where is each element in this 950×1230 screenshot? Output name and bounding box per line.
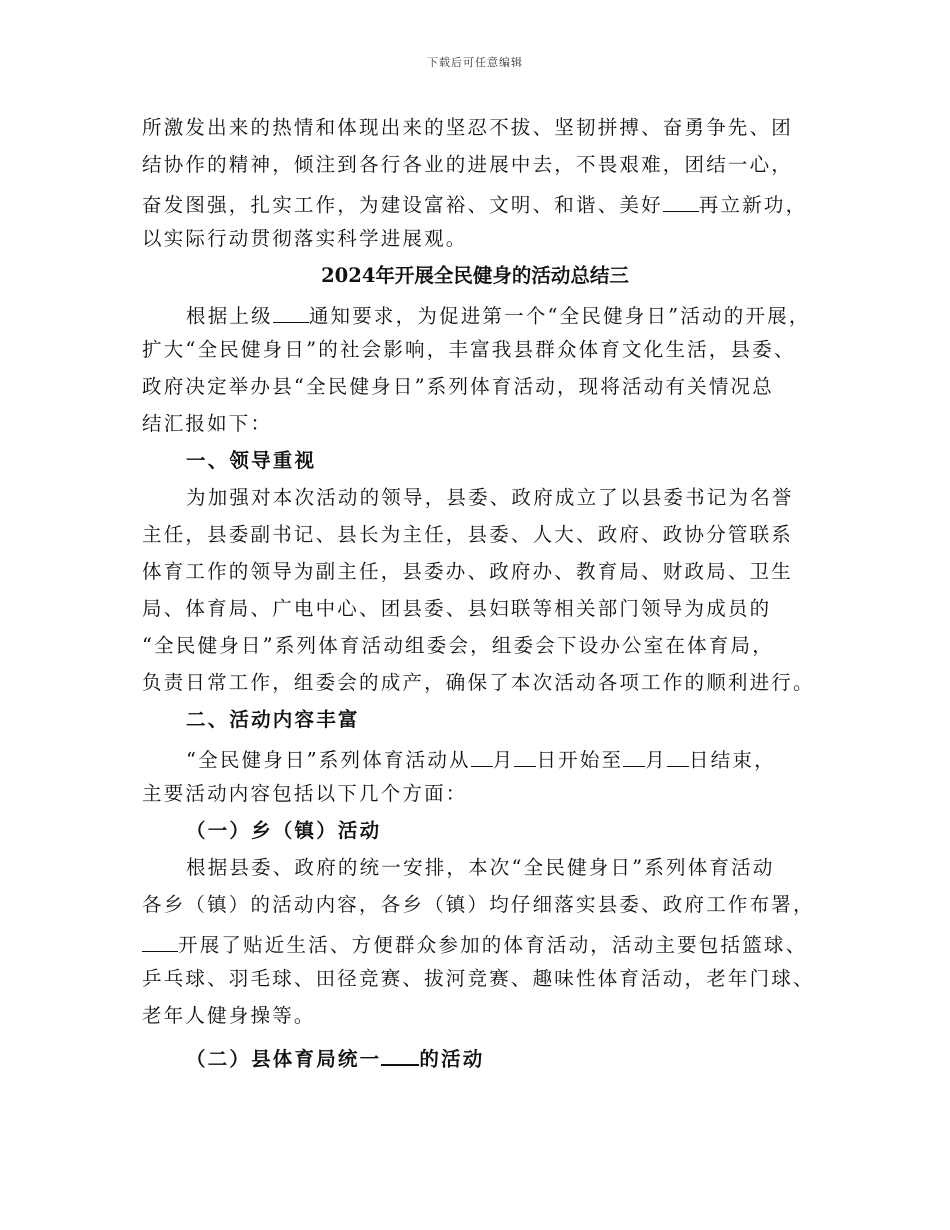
body-line [142, 932, 807, 955]
fill-blank [667, 747, 689, 767]
body-line: 老年人健身操等。 [142, 1004, 316, 1027]
body-line [142, 192, 807, 215]
body-text: 开展了贴近生活、方便群众参加的体育活动，活动主要包括篮球、 [178, 933, 808, 957]
fill-blank [381, 1045, 419, 1066]
body-line: 以实际行动贯彻落实科学进展观。 [142, 227, 468, 250]
heading-text: （二）县体育局统一 [186, 1047, 382, 1071]
body-line [186, 747, 776, 770]
body-line: 为加强对本次活动的领导，县委、政府成立了以县委书记为名誉 [186, 486, 794, 509]
body-line: 政府决定举办县“全民健身日”系列体育活动，现将活动有关情况总 [142, 375, 774, 398]
body-line [186, 303, 811, 326]
body-text: 月 [492, 748, 515, 772]
body-line: 局、体育局、广电中心、团县委、县妇联等相关部门领导为成员的 [142, 597, 772, 620]
body-line: 主要活动内容包括以下几个方面： [142, 782, 468, 805]
body-line: 结协作的精神，倾注到各行各业的进展中去，不畏艰难，团结一心， [142, 153, 794, 176]
body-text: 日开始至 [536, 748, 624, 772]
subsection-heading: （一）乡（镇）活动 [186, 819, 382, 842]
section-heading: 一、领导重视 [186, 449, 317, 472]
body-text: 月 [645, 748, 667, 772]
body-text: 日结束， [688, 748, 776, 772]
body-line: 所激发出来的热情和体现出来的坚忍不拔、坚韧拼搏、奋勇争先、团 [142, 116, 794, 139]
body-text: 通知要求，为促进第一个“全民健身日”活动的开展， [308, 304, 811, 328]
heading-text: 的活动 [419, 1047, 485, 1071]
body-text: 根据上级 [186, 304, 273, 328]
body-text: “全民健身日”系列体育活动从 [186, 748, 471, 772]
body-line: 扩大“全民健身日”的社会影响，丰富我县群众体育文化生活，县委、 [142, 338, 796, 361]
body-line: 体育工作的领导为副主任，县委办、政府办、教育局、财政局、卫生 [142, 560, 794, 583]
body-text: 奋发图强，扎实工作，为建设富裕、文明、和谐、美好 [142, 193, 663, 217]
fill-blank [663, 192, 699, 212]
body-line: 乒乓球、羽毛球、田径竞赛、拔河竞赛、趣味性体育活动，老年门球、 [142, 967, 815, 990]
fill-blank [142, 932, 178, 952]
body-line: 主任，县委副书记、县长为主任，县委、人大、政府、政协分管联系 [142, 523, 794, 546]
subsection-heading [186, 1045, 484, 1069]
body-line: “全民健身日”系列体育活动组委会，组委会下设办公室在体育局， [142, 634, 774, 657]
body-line: 根据县委、政府的统一安排，本次“全民健身日”系列体育活动 [186, 856, 775, 879]
document-title: 2024年开展全民健身的活动总结三 [321, 264, 629, 287]
body-line: 负责日常工作，组委会的成产，确保了本次活动各项工作的顺利进行。 [142, 671, 815, 694]
fill-blank [623, 747, 645, 767]
body-line: 各乡（镇）的活动内容，各乡（镇）均仔细落实县委、政府工作布署， [142, 893, 815, 916]
body-line: 结汇报如下： [142, 412, 273, 435]
fill-blank [514, 747, 536, 767]
page-header: 下载后可任意编辑 [427, 56, 523, 69]
fill-blank [471, 747, 493, 767]
body-text: 再立新功， [698, 193, 808, 217]
section-heading: 二、活动内容丰富 [186, 708, 360, 731]
fill-blank [273, 303, 309, 323]
